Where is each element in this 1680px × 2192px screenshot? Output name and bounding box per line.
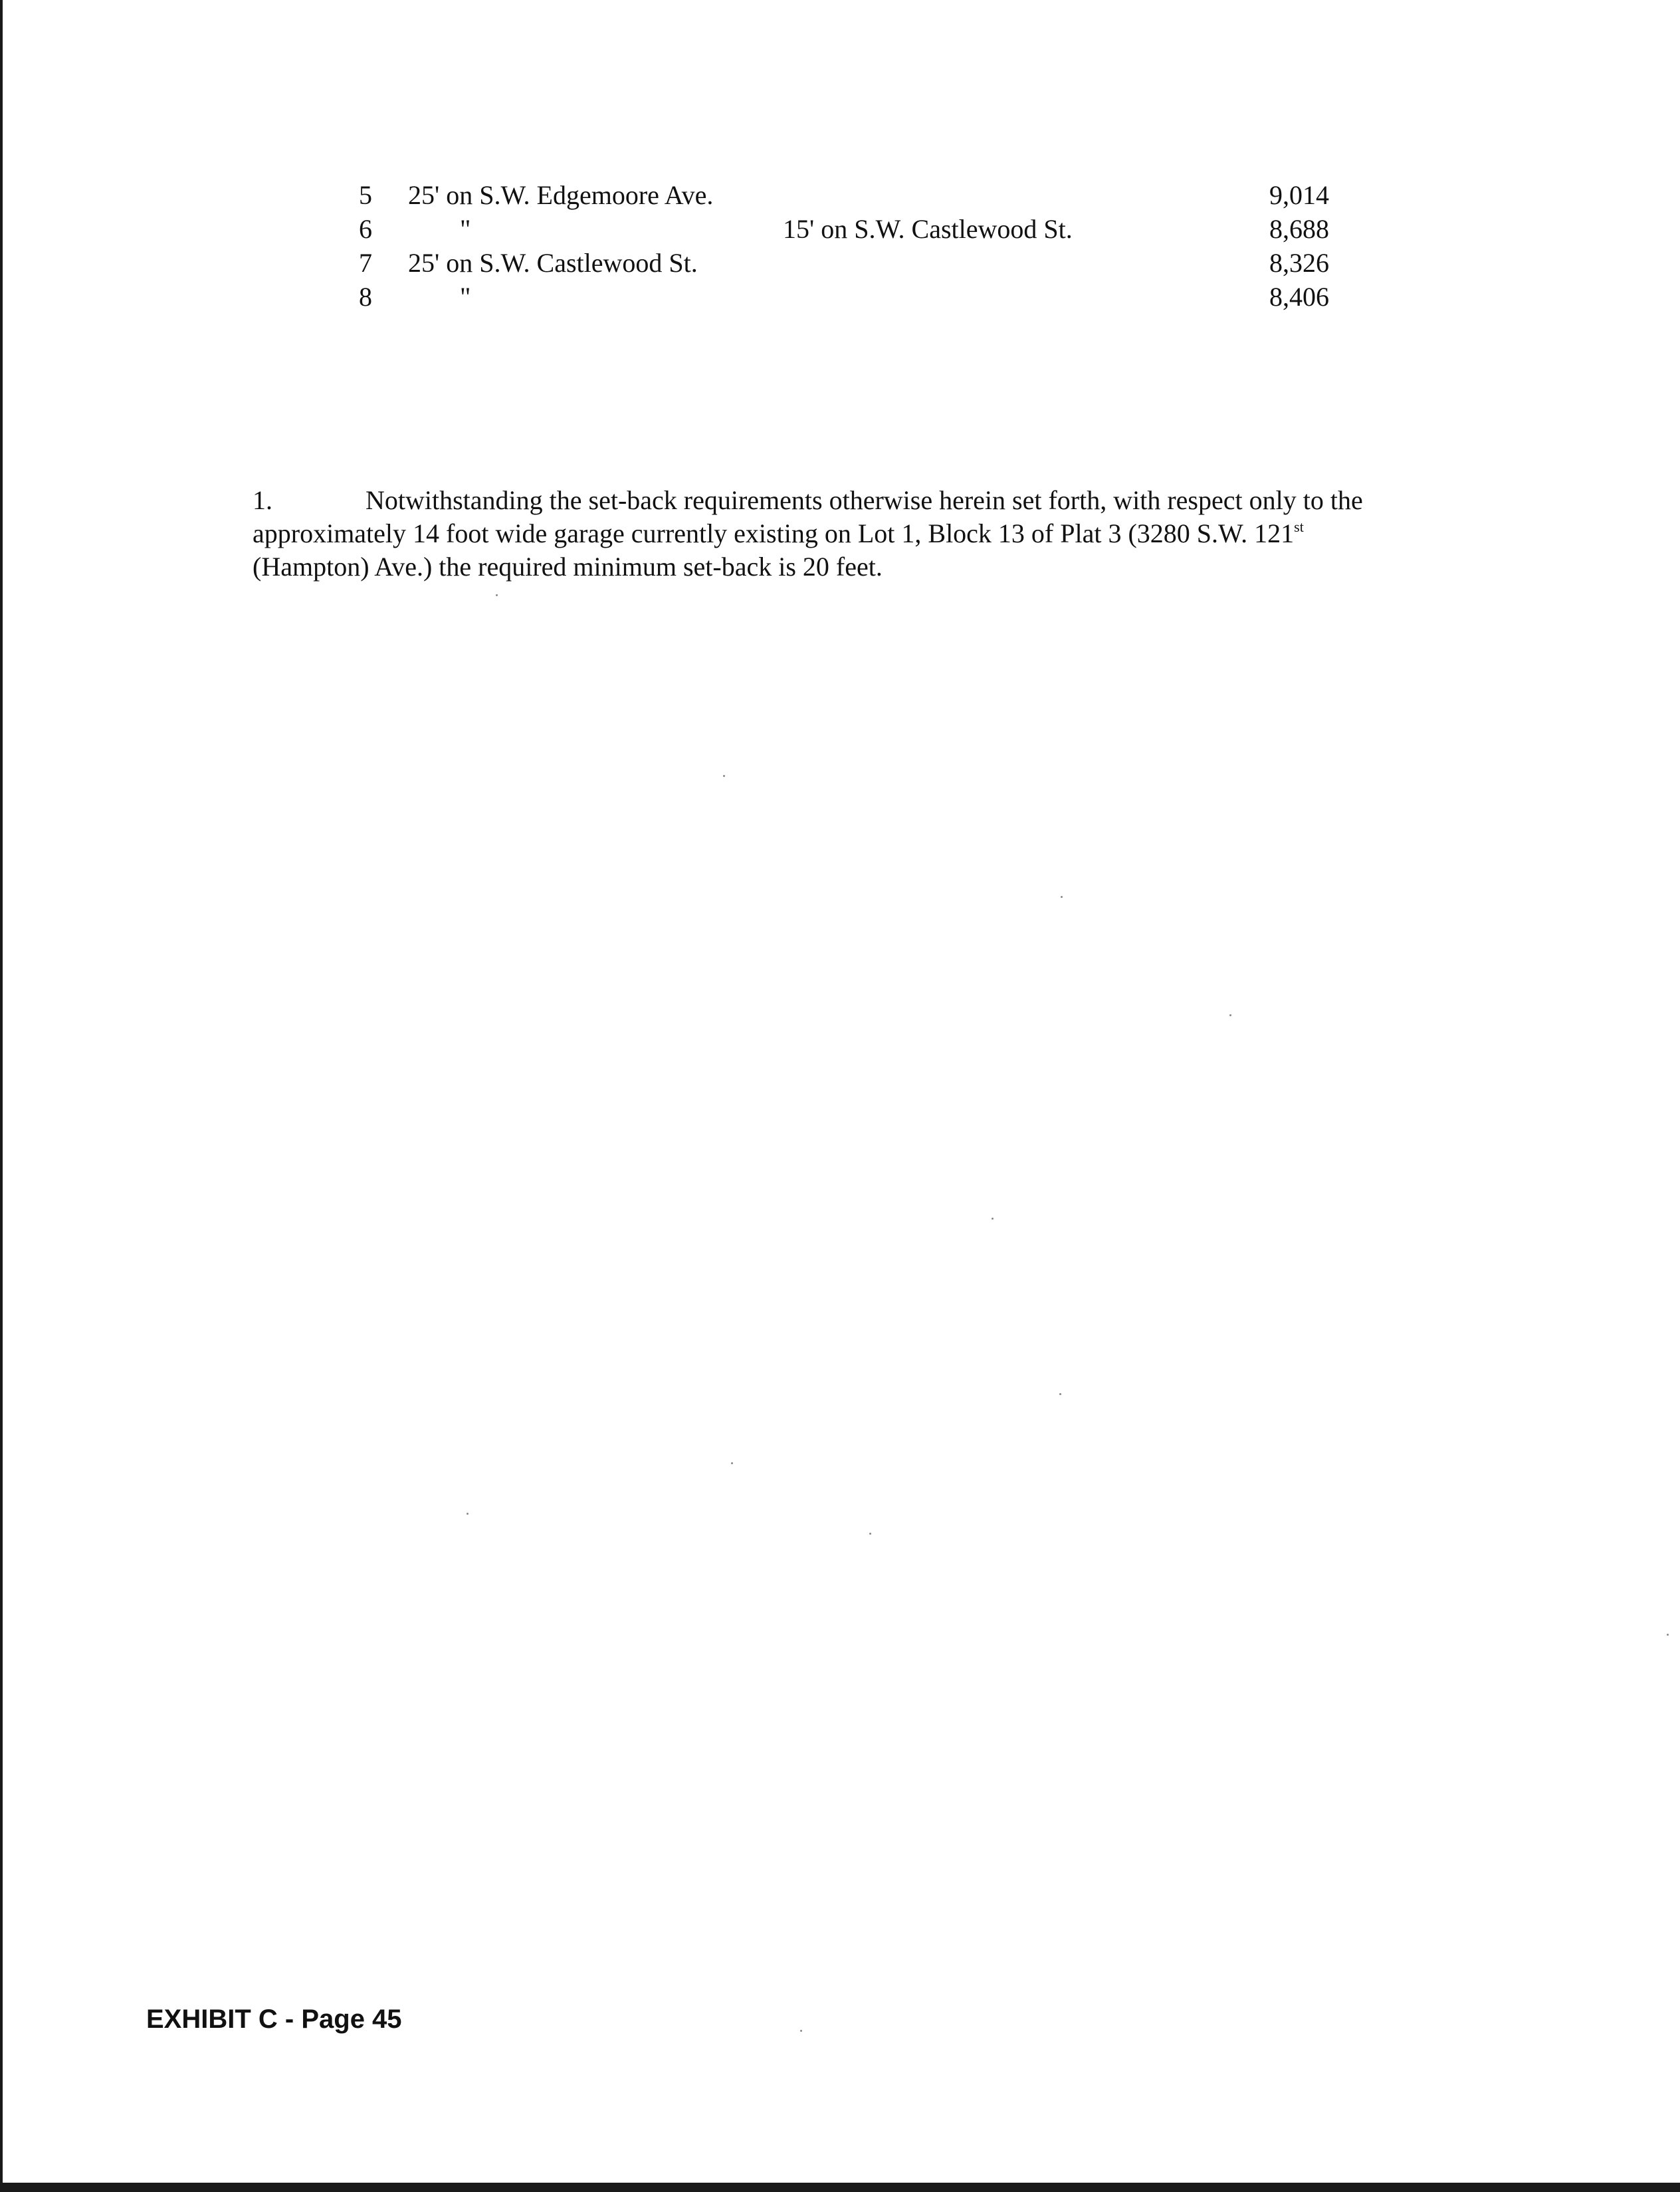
lot-area: 8,406 xyxy=(1269,282,1329,312)
note-line-2: approximately 14 foot wide garage currently existing on Lot 1, Block 13 of Plat 3 (3280 S.W. 121 xyxy=(253,518,1295,548)
lot-number: 7 xyxy=(359,248,372,278)
lot-frontage-ditto: " xyxy=(460,282,471,312)
scan-speck xyxy=(731,1462,733,1464)
scan-bottom-edge xyxy=(0,2183,1680,2192)
scan-speck xyxy=(467,1513,469,1515)
table-row xyxy=(352,212,1329,246)
scan-speck xyxy=(1229,1014,1231,1016)
table-row xyxy=(352,246,1329,280)
lot-area-table xyxy=(352,178,1329,314)
note-second-line xyxy=(253,517,1469,550)
lot-area: 9,014 xyxy=(1269,180,1329,210)
note-line-1: Notwithstanding the set-back requirements otherwise herein set forth, with respect only to the xyxy=(366,485,1363,515)
table-row xyxy=(352,280,1329,314)
lot-frontage: 25' on S.W. Castlewood St. xyxy=(408,248,698,278)
page-footer: EXHIBIT C - Page 45 xyxy=(146,2005,402,2034)
scan-speck xyxy=(869,1533,871,1535)
lot-side-frontage: 15' on S.W. Castlewood St. xyxy=(783,214,1073,244)
scan-speck xyxy=(992,1218,994,1220)
table-row xyxy=(352,178,1329,212)
scan-speck xyxy=(1059,1393,1061,1395)
lot-frontage-ditto: " xyxy=(460,214,471,244)
scan-left-edge xyxy=(0,0,3,2192)
scan-speck xyxy=(800,2030,802,2032)
scan-speck xyxy=(496,594,498,596)
scan-speck xyxy=(1061,896,1063,898)
note-number: 1. xyxy=(253,485,272,515)
lot-number: 5 xyxy=(359,180,372,210)
lot-number: 6 xyxy=(359,214,372,244)
ordinal-suffix: st xyxy=(1294,518,1304,535)
lot-frontage: 25' on S.W. Edgemoore Ave. xyxy=(408,180,714,210)
scan-speck xyxy=(723,775,725,777)
lot-area: 8,326 xyxy=(1269,248,1329,278)
note-first-line xyxy=(253,484,1469,517)
lot-area: 8,688 xyxy=(1269,214,1329,244)
setback-note xyxy=(253,484,1469,584)
lot-number: 8 xyxy=(359,282,372,312)
scan-speck xyxy=(1667,1634,1669,1636)
note-line-3: (Hampton) Ave.) the required minimum set-back is 20 feet. xyxy=(253,552,883,582)
